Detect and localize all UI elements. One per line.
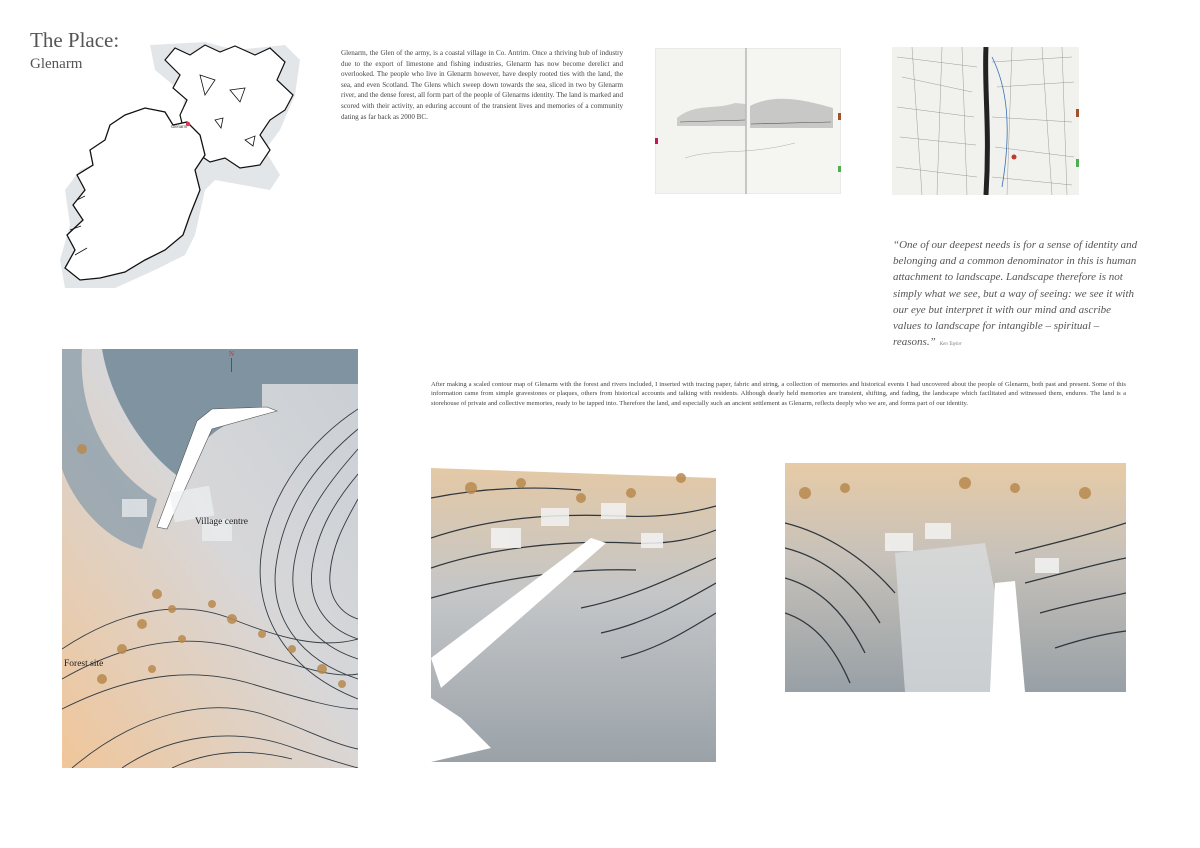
intro-paragraph: Glenarm, the Glen of the army, is a coastal village in Co. Antrim. Once a thriving hub of industry due to the export of limestone and fishing industries, Glenarm has now become derelict and overlooked. The people who live in Glenarm however, have deeply rooted ties with the land, the sea, and even Scotland. The Glens which sweep down towards the sea, sliced in two by Glenarm river, and the dense forest, all form part of the people of Glenarms identity. The land is marked and scored with their activity, an eduring account of the transient lives and memories of a community dating as far back as 2000 BC. (341, 49, 623, 121)
forest-site-label: Forest site (64, 659, 104, 669)
model-description: After making a scaled contour map of Glenarm with the forest and rivers included, I inserted with tracing paper, fabric and string, a collection of memories and historical events I had uncovered about the people of Glenarm, both past and present. Some of this information came from simple gravestones or plaques, others from historical accounts and talking with residents. Although dearly held memories are transient, shifting, and fading, the landscape which facilitated and witnessed them, endures. The land is a storehouse of private and collective memories, ready to be tapped into. Therefore the land, and especially such an ancient settlement as Glenarm, reflects deeply who we are, and forms part of our identity. (431, 381, 1126, 407)
ireland-map (55, 40, 305, 292)
quote-attribution: Ken Taylor (939, 342, 962, 348)
north-arrow-icon (229, 350, 234, 372)
model-perspective-photo-2 (785, 463, 1126, 692)
map-place-label: Glenarm (171, 124, 188, 129)
north-label: N (229, 350, 235, 358)
sketchbook-landscape-photo (655, 48, 841, 194)
village-centre-label: Village centre (195, 517, 248, 527)
contour-model-top-photo (62, 349, 358, 768)
page-subtitle: Glenarm (30, 56, 83, 72)
landscape-quote (893, 237, 1138, 353)
quote-text: “One of our deepest needs is for a sense of identity and belonging and a common denominator in this is human attachment to landscape. Landscape therefore is not simply what we see, but a way of seeing: we see it with our eye but interpret it with our mind and ascribe values to landscape for intangible – spiritual – reasons.” (893, 239, 1138, 349)
page-title: The Place: (30, 28, 120, 52)
model-perspective-photo-1 (431, 458, 716, 762)
sketchbook-map-photo (892, 47, 1079, 195)
